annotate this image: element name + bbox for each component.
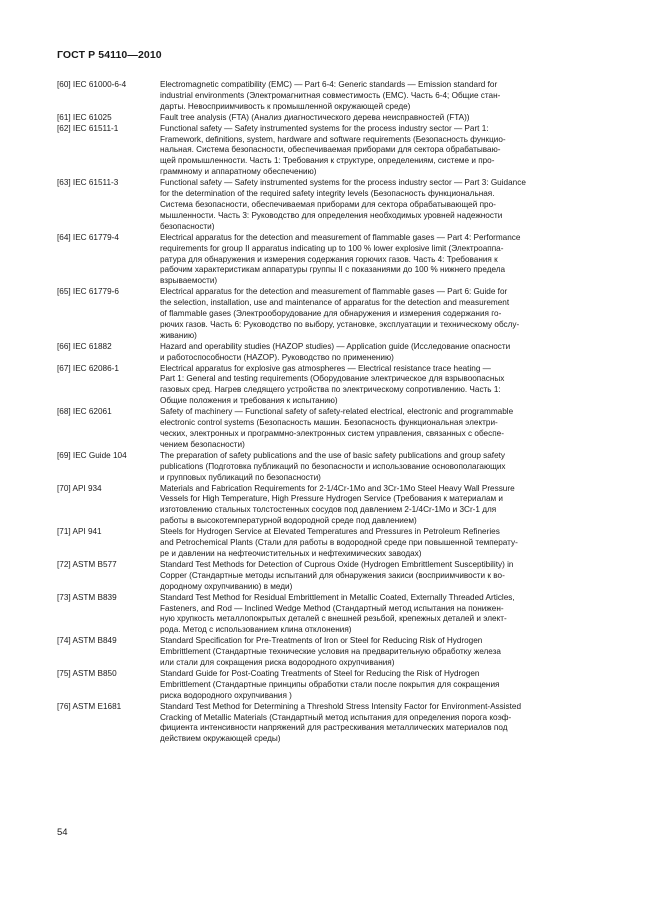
reference-id: [70] API 934 bbox=[57, 483, 102, 493]
reference-id: [62] IEC 61511-1 bbox=[57, 123, 119, 133]
reference-entry bbox=[57, 113, 593, 124]
reference-text: Electrical apparatus for explosive gas atmospheres — Electrical resistance trace heating — Part 1: General and testing requirements (Оборудование электрическое для взрывоопасных газовых сред. Нагрев следящего устройства по электрическому сопротивлению. Часть 1: Общие положения и требования к испытанию) bbox=[160, 363, 505, 406]
reference-id: [73] ASTM B839 bbox=[57, 592, 117, 602]
reference-text: Standard Test Methods for Detection of Cuprous Oxide (Hydrogen Embrittlement Susceptibility) in Copper (Стандартные методы испытаний для обнаружения закиси (восприимчивости к во- дородному охрупчиванию) в меди) bbox=[160, 559, 514, 591]
reference-id: [75] ASTM B850 bbox=[57, 668, 117, 678]
reference-entry bbox=[57, 702, 593, 746]
reference-list bbox=[57, 80, 593, 745]
reference-id: [74] ASTM B849 bbox=[57, 636, 117, 646]
reference-text: Fault tree analysis (FTA) (Анализ диагностического дерева неисправностей (FTA)) bbox=[160, 112, 470, 122]
reference-id: [76] ASTM E1681 bbox=[57, 701, 122, 711]
reference-entry bbox=[57, 527, 593, 560]
reference-text: Electromagnetic compatibility (EMC) — Part 6-4: Generic standards — Emission standard for industrial environments (Электромагнитная совместимость (ЕМС). Часть 6-4; Общие стан- дарты. Невосприимчивость к промышленной окружающей среде) bbox=[160, 80, 501, 111]
reference-id: [68] IEC 62061 bbox=[57, 407, 112, 417]
reference-text: Standard Test Method for Determining a Threshold Stress Intensity Factor for Environment-Assisted Cracking of Metallic Materials (Стандартный метод испытания для определения порога коэф- фициента интенсивности напряжений для растрескивания металлических материалов под действием окружающей среды) bbox=[160, 701, 522, 744]
reference-text: Materials and Fabrication Requirements for 2-1/4Cr-1Mo and 3Cr-1Mo Steel Heavy Wall Pressure Vessels for High Temperature, High Pressure Hydrogen Service (Требования к материалам и изготовлению стальных толстостенных сосудов под давлением 2-1/4Cr-1Mo и 3Cr-1 для работы в высокотемпературной водородной среде под давлением) bbox=[160, 483, 515, 526]
reference-id: [67] IEC 62086-1 bbox=[57, 363, 119, 373]
reference-entry bbox=[57, 342, 593, 364]
reference-entry bbox=[57, 451, 593, 484]
reference-text: The preparation of safety publications and the use of basic safety publications and group safety publications (Подготовка публикаций по безопасности и использование основополагающих и групповых публикаций по безопасности) bbox=[160, 450, 506, 482]
reference-id: [60] IEC 61000-6-4 bbox=[57, 80, 127, 89]
reference-id: [69] IEC Guide 104 bbox=[57, 450, 127, 460]
reference-entry bbox=[57, 407, 593, 451]
reference-text: Functional safety — Safety instrumented systems for the process industry sector — Part 3: Guidance for the determination of the required safety integrity levels (Безопасность функциональная. Система безопасности, обеспечиваемая приборами для сектора обрабатывающей про- мышленности. Часть 3: Руководство для определения необходимых уровней надежности безопасности) bbox=[160, 178, 526, 231]
reference-entry bbox=[57, 233, 593, 288]
page-number: 54 bbox=[57, 827, 68, 838]
reference-text: Standard Specification for Pre-Treatments of Iron or Steel for Reducing Risk of Hydrogen Embrittlement (Стандартные технические условия на предварительную обработку железа или стали для сокращения риска водородного охрупчивания) bbox=[160, 636, 501, 668]
reference-text: Electrical apparatus for the detection and measurement of flammable gases — Part 4: Performance requirements for group II apparatus indicating up to 100 % lower explosive limit (Электроаппа- ратура для обнаружения и измерения содержания горючих газов. Часть 4: Требования к рабочим характеристикам аппаратуры группы II с показаниями до 100 % нижнего предела взрываемости) bbox=[160, 232, 521, 286]
reference-text: Electrical apparatus for the detection and measurement of flammable gases — Part 6: Guide for the selection, installation, use and maintenance of apparatus for the detection and measurement of flammable gases (Электрооборудование для обнаружения и измерения содержания го- рючих газов. Часть 6: Руководство по выбору, установке, эксплуатации и техническому обслу- живанию) bbox=[160, 287, 520, 340]
reference-entry bbox=[57, 636, 593, 669]
reference-entry bbox=[57, 124, 593, 179]
reference-text: Standard Test Method for Residual Embrittlement in Metallic Coated, Externally Threaded Articles, Fasteners, and Rod — Inclined Wedge Method (Стандартный метод испытания на понижен- ную хрупкость металлопокрытых деталей с внешней резьбой, крепежных деталей и элект- рода. Метод с использованием клина отклонения) bbox=[160, 592, 515, 635]
reference-id: [72] ASTM B577 bbox=[57, 559, 117, 569]
reference-entry bbox=[57, 669, 593, 702]
reference-id: [63] IEC 61511-3 bbox=[57, 178, 119, 188]
reference-entry bbox=[57, 484, 593, 528]
reference-text: Steels for Hydrogen Service at Elevated Temperatures and Pressures in Petroleum Refineries and Petrochemical Plants (Стали для работы в водородной среде при повышенной температу- ре и давлении на нефтеочистительных и нефтехимических заводах) bbox=[160, 527, 518, 558]
reference-text: Standard Guide for Post-Coating Treatments of Steel for Reducing the Risk of Hydrogen Embrittlement (Стандартные принципы обработки стали после покрытия для сокращения риска водородного охрупчивания ) bbox=[160, 668, 500, 700]
reference-entry bbox=[57, 593, 593, 637]
reference-entry bbox=[57, 364, 593, 408]
reference-entry bbox=[57, 178, 593, 233]
reference-text: Functional safety — Safety instrumented systems for the process industry sector — Part 1: Framework, definitions, system, hardware and software requirements (Безопасность функцио- нальная. Система безопасности, обеспечиваемая приборами для сектора обрабатываю- щей промышленности. Часть 1: Требования к структуре, определениям, системе и про- граммному и аппаратному обеспечению) bbox=[160, 123, 506, 177]
reference-id: [61] IEC 61025 bbox=[57, 112, 112, 122]
reference-id: [64] IEC 61779-4 bbox=[57, 232, 119, 242]
reference-entry bbox=[57, 80, 593, 113]
reference-id: [65] IEC 61779-6 bbox=[57, 287, 119, 297]
reference-text: Safety of machinery — Functional safety of safety-related electrical, electronic and programmable electronic control systems (Безопасность машин. Безопасность функциональная электри- ческих, электронных и программно-электронных систем управления, связанных с обеспе- чением безопасности) bbox=[160, 407, 514, 449]
document-header: ГОСТ Р 54110—2010 bbox=[57, 49, 162, 61]
reference-text: Hazard and operability studies (HAZOP studies) — Application guide (Исследование опасности и работоспособности (HAZOP). Руководство по применению) bbox=[160, 341, 511, 362]
reference-id: [66] IEC 61882 bbox=[57, 341, 112, 351]
reference-id: [71] API 941 bbox=[57, 527, 102, 537]
reference-entry bbox=[57, 560, 593, 593]
reference-entry bbox=[57, 287, 593, 342]
